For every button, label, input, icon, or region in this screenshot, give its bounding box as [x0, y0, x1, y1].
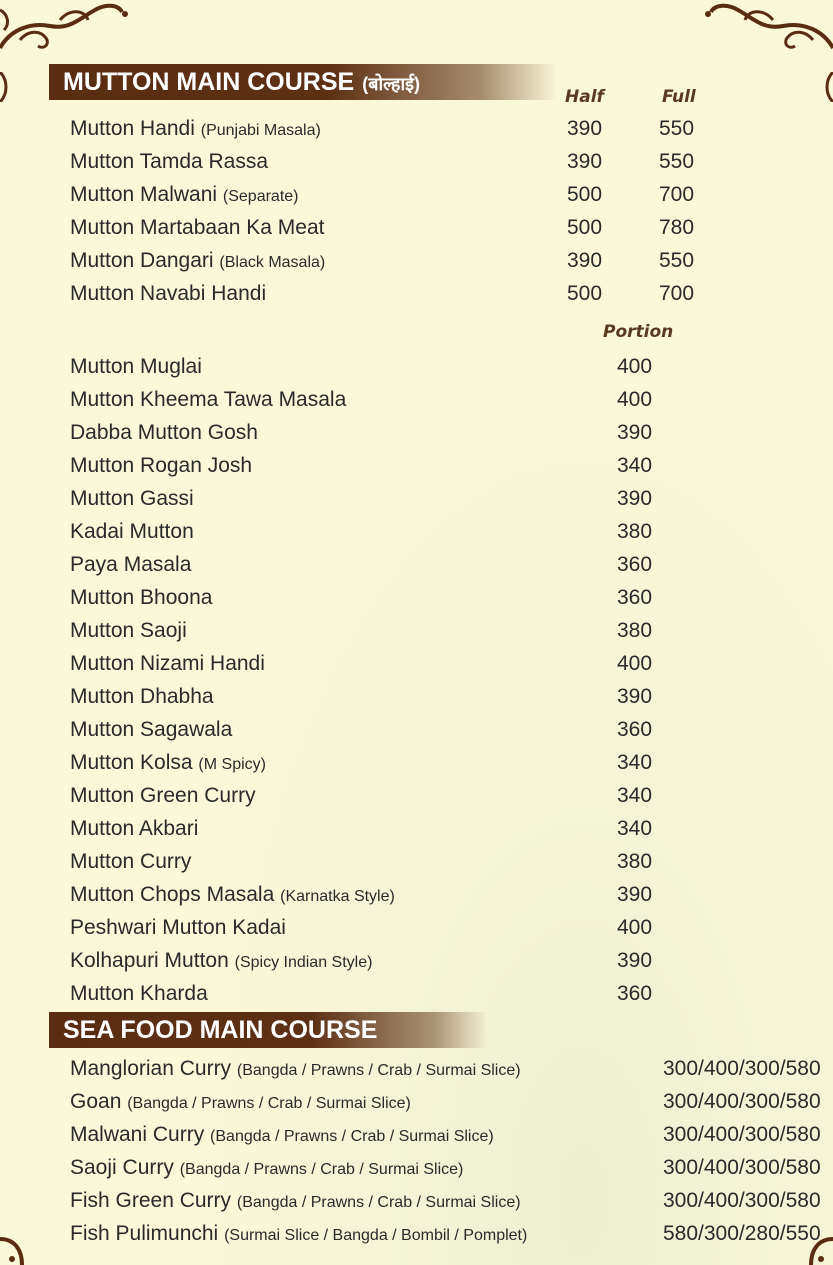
- menu-item-note: (Surmai Slice / Bangda / Bombil / Pomplet): [224, 1227, 528, 1244]
- menu-item-name: Mutton Gassi: [70, 487, 194, 510]
- menu-item-name: Fish Green Curry: [70, 1189, 232, 1212]
- half-price: 500: [567, 282, 603, 305]
- portion-price: 390: [617, 487, 653, 510]
- menu-item: [70, 552, 191, 578]
- menu-item-name: Mutton Green Curry: [70, 784, 256, 807]
- portion-price: 390: [617, 685, 653, 708]
- menu-item-name: Kadai Mutton: [70, 520, 194, 543]
- full-price: 700: [659, 183, 695, 206]
- menu-item-name: Mutton Muglai: [70, 355, 202, 378]
- menu-item-name: Mutton Malwani: [70, 183, 218, 206]
- full-price: 550: [659, 150, 695, 173]
- menu-item: [70, 248, 325, 276]
- menu-item: [70, 651, 265, 677]
- menu-item: [70, 750, 266, 778]
- menu-item-name: Mutton Curry: [70, 850, 192, 873]
- bottom-left-ornament-icon: [0, 1235, 30, 1265]
- seafood-section-title: SEA FOOD MAIN COURSE: [63, 1016, 378, 1044]
- menu-item-name: Mutton Kharda: [70, 982, 208, 1005]
- menu-item-name: Mutton Bhoona: [70, 586, 213, 609]
- portion-price: 340: [617, 751, 653, 774]
- menu-item-note: (Karnatka Style): [280, 888, 395, 905]
- menu-item: [70, 1155, 463, 1183]
- menu-item-note: (Bangda / Prawns / Crab / Surmai Slice): [210, 1128, 494, 1145]
- menu-item-name: Mutton Dhabha: [70, 685, 214, 708]
- menu-item-name: Peshwari Mutton Kadai: [70, 916, 286, 939]
- seafood-price: 300/400/300/580: [663, 1123, 821, 1146]
- menu-item: [70, 182, 299, 210]
- portion-column-label: Portion: [603, 322, 674, 342]
- top-right-ornament-icon: [683, 0, 833, 60]
- half-price: 500: [567, 216, 603, 239]
- portion-price: 380: [617, 520, 653, 543]
- menu-item-name: Mutton Navabi Handi: [70, 282, 267, 305]
- portion-price: 390: [617, 421, 653, 444]
- mutton-section-header: [49, 64, 557, 100]
- menu-item: [70, 215, 324, 241]
- menu-item-name: Mutton Martabaan Ka Meat: [70, 216, 325, 239]
- half-price: 390: [567, 117, 603, 140]
- full-price: 550: [659, 249, 695, 272]
- menu-item-note: (Spicy Indian Style): [234, 954, 373, 971]
- portion-price: 390: [617, 883, 653, 906]
- menu-item-note: (Punjabi Masala): [200, 122, 321, 139]
- menu-item: [70, 816, 198, 842]
- mutton-section-title: MUTTON MAIN COURSE: [63, 68, 355, 96]
- menu-item: [70, 387, 346, 413]
- menu-item-name: Mutton Nizami Handi: [70, 652, 265, 675]
- menu-item: [70, 486, 194, 512]
- portion-price: 380: [617, 850, 653, 873]
- menu-item-note: (Separate): [222, 188, 299, 205]
- menu-item: [70, 519, 194, 545]
- menu-item-name: Manglorian Curry: [70, 1057, 232, 1080]
- mutton-section-subtitle: (बोल्हाई): [362, 74, 420, 94]
- menu-item-name: Mutton Kheema Tawa Masala: [70, 388, 347, 411]
- menu-item-name: Goan: [70, 1090, 122, 1113]
- top-left-ornament-icon: [0, 0, 150, 60]
- half-price: 390: [567, 150, 603, 173]
- menu-item-name: Mutton Dangari: [70, 249, 214, 272]
- menu-item: [70, 585, 212, 611]
- portion-price: 340: [617, 817, 653, 840]
- menu-item-name: Mutton Kolsa: [70, 751, 193, 774]
- left-edge-ornament-icon: [0, 72, 10, 102]
- menu-item-note: (Bangda / Prawns / Crab / Surmai Slice): [179, 1161, 464, 1178]
- menu-item: [70, 149, 268, 175]
- menu-item: [70, 882, 395, 910]
- menu-item: [70, 1221, 527, 1249]
- portion-price: 400: [617, 916, 653, 939]
- portion-price: 360: [617, 718, 653, 741]
- menu-item: [70, 1188, 521, 1216]
- menu-item-name: Mutton Chops Masala: [70, 883, 275, 906]
- menu-item: [70, 915, 286, 941]
- menu-item: [70, 849, 191, 875]
- full-price: 780: [659, 216, 695, 239]
- half-column-label: Half: [565, 87, 604, 107]
- portion-price: 400: [617, 652, 653, 675]
- menu-item-note: (Bangda / Prawns / Crab / Surmai Slice): [236, 1062, 521, 1079]
- portion-price: 340: [617, 784, 653, 807]
- menu-item-name: Dabba Mutton Gosh: [70, 421, 258, 444]
- menu-item: [70, 981, 208, 1007]
- seafood-price: 580/300/280/550: [663, 1222, 821, 1245]
- menu-item: [70, 281, 266, 307]
- menu-item-name: Mutton Akbari: [70, 817, 199, 840]
- menu-item-name: Mutton Sagawala: [70, 718, 233, 741]
- menu-item-name: Saoji Curry: [70, 1156, 174, 1179]
- portion-price: 360: [617, 586, 653, 609]
- menu-item-note: (M Spicy): [198, 756, 266, 773]
- seafood-price: 300/400/300/580: [663, 1189, 821, 1212]
- menu-item: [70, 1089, 411, 1117]
- portion-price: 400: [617, 355, 653, 378]
- seafood-price: 300/400/300/580: [663, 1156, 821, 1179]
- menu-item-name: Mutton Handi: [70, 117, 195, 140]
- menu-item-name: Kolhapuri Mutton: [70, 949, 229, 972]
- full-price: 550: [659, 117, 695, 140]
- menu-item: [70, 1122, 494, 1150]
- seafood-price: 300/400/300/580: [663, 1090, 821, 1113]
- menu-item-note: (Bangda / Prawns / Crab / Surmai Slice): [127, 1095, 411, 1112]
- menu-item: [70, 1056, 521, 1084]
- portion-price: 390: [617, 949, 653, 972]
- menu-item-name: Mutton Tamda Rassa: [70, 150, 269, 173]
- portion-price: 360: [617, 982, 653, 1005]
- menu-item: [70, 783, 256, 809]
- menu-item: [70, 453, 252, 479]
- seafood-section-header: [49, 1012, 487, 1048]
- menu-item: [70, 717, 232, 743]
- menu-item-name: Malwani Curry: [70, 1123, 205, 1146]
- menu-item-name: Fish Pulimunchi: [70, 1222, 219, 1245]
- menu-item-name: Paya Masala: [70, 553, 192, 576]
- menu-item: [70, 684, 214, 710]
- menu-item: [70, 420, 258, 446]
- portion-price: 400: [617, 388, 653, 411]
- menu-item: [70, 116, 321, 144]
- portion-price: 360: [617, 553, 653, 576]
- portion-price: 380: [617, 619, 653, 642]
- full-column-label: Full: [662, 87, 696, 107]
- seafood-price: 300/400/300/580: [663, 1057, 821, 1080]
- full-price: 700: [659, 282, 695, 305]
- menu-item-name: Mutton Saoji: [70, 619, 187, 642]
- half-price: 390: [567, 249, 603, 272]
- menu-item: [70, 354, 202, 380]
- right-edge-ornament-icon: [823, 72, 833, 102]
- menu-item: [70, 948, 372, 976]
- menu-item-name: Mutton Rogan Josh: [70, 454, 253, 477]
- menu-item-note: (Black Masala): [219, 254, 326, 271]
- menu-item: [70, 618, 187, 644]
- menu-item-note: (Bangda / Prawns / Crab / Surmai Slice): [236, 1194, 521, 1211]
- portion-price: 340: [617, 454, 653, 477]
- half-price: 500: [567, 183, 603, 206]
